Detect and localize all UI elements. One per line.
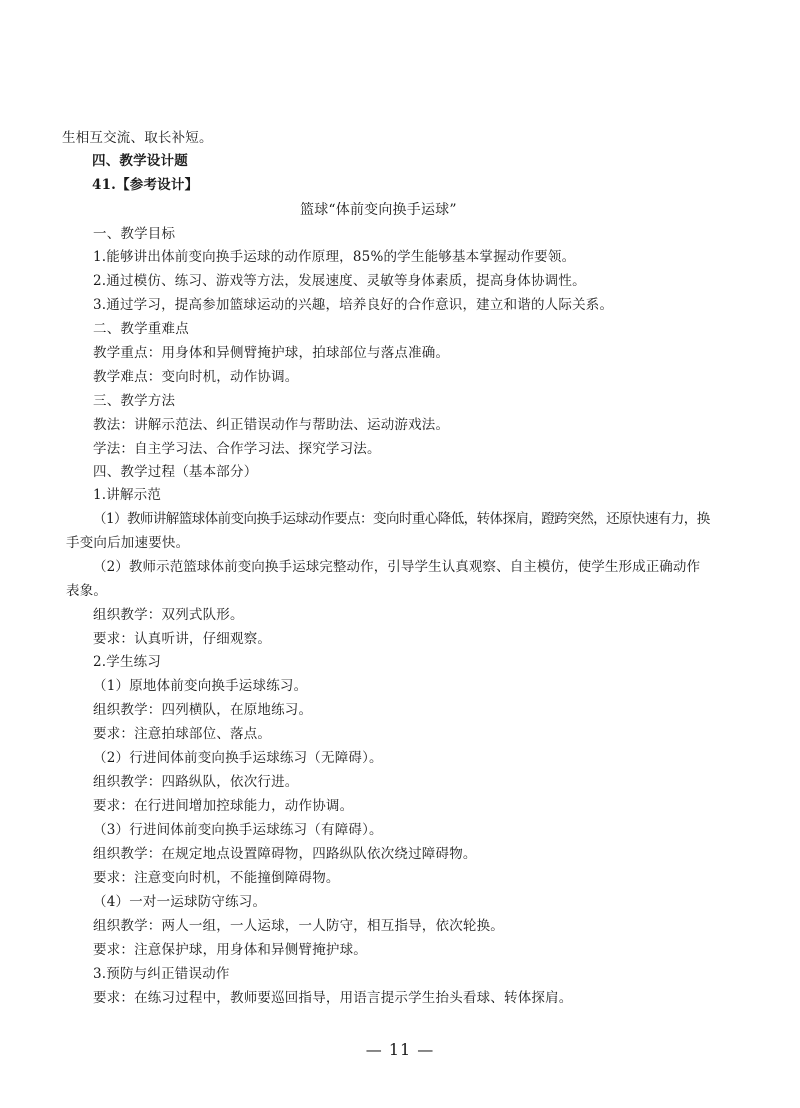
text-line: 教法：讲解示范法、纠正错误动作与帮助法、运动游戏法。	[93, 417, 450, 433]
text-line: 组织教学：四列横队，在原地练习。	[93, 702, 313, 718]
text-line: 组织教学：双列式队形。	[93, 607, 244, 623]
text-line: （3）行进间体前变向换手运球练习（有障碍）。	[93, 822, 383, 838]
text-line: （2）教师示范篮球体前变向换手运球完整动作，引导学生认真观察、自主模仿，使学生形成正确动作	[93, 559, 701, 575]
text-line: 要求：认真听讲，仔细观察。	[93, 631, 272, 647]
text-line: 要求：注意变向时机，不能撞倒障碍物。	[93, 870, 340, 886]
text-line: 教学难点：变向时机，动作协调。	[93, 369, 299, 385]
section-heading: 一、教学目标	[93, 226, 176, 242]
text-line: 组织教学：两人一组，一人运球，一人防守，相互指导，依次轮换。	[93, 918, 504, 934]
text-line: 3.通过学习，提高参加篮球运动的兴趣，培养良好的合作意识，建立和谐的人际关系。	[93, 297, 614, 313]
subsection-heading: 3.预防与纠正错误动作	[93, 966, 230, 982]
subsection-heading: 2.学生练习	[93, 654, 162, 670]
text-line: 生相互交流、取长补短。	[62, 130, 213, 146]
section-heading: 四、教学设计题	[92, 153, 188, 169]
subsection-heading: 1.讲解示范	[93, 487, 162, 503]
text-line: （4）一对一运球防守练习。	[93, 894, 267, 910]
design-title: 篮球“体前变向换手运球”	[300, 202, 457, 218]
text-line: 组织教学：四路纵队，依次行进。	[93, 774, 299, 790]
text-line: 要求：在行进间增加控球能力，动作协调。	[93, 798, 354, 814]
text-line: 表象。	[66, 583, 108, 599]
text-line: 要求：在练习过程中，教师要巡回指导，用语言提示学生抬头看球、转体探肩。	[93, 990, 573, 1006]
text-line: 组织教学：在规定地点设置障碍物，四路纵队依次绕过障碍物。	[93, 846, 477, 862]
text-line: 教学重点：用身体和异侧臂掩护球，拍球部位与落点准确。	[93, 345, 450, 361]
text-line: 1.能够讲出体前变向换手运球的动作原理，85%的学生能够基本掌握动作要领。	[93, 249, 576, 265]
text-line: 要求：注意拍球部位、落点。	[93, 726, 272, 742]
text-line: 2.通过模仿、练习、游戏等方法，发展速度、灵敏等身体素质，提高身体协调性。	[93, 273, 586, 289]
text-line: 学法：自主学习法、合作学习法、探究学习法。	[93, 441, 381, 457]
section-heading: 二、教学重难点	[93, 321, 189, 337]
question-heading: 41.【参考设计】	[92, 177, 199, 193]
page-number: — 11 —	[365, 1040, 435, 1059]
text-line: （1）教师讲解篮球体前变向换手运球动作要点：变向时重心降低，转体探肩，蹬跨突然，还原快速有力，换	[93, 511, 710, 527]
text-line: 手变向后加速要快。	[66, 535, 190, 551]
text-line: 要求：注意保护球，用身体和异侧臂掩护球。	[93, 942, 367, 958]
text-line: （2）行进间体前变向换手运球练习（无障碍）。	[93, 750, 383, 766]
section-heading: 四、教学过程（基本部分）	[93, 464, 258, 480]
section-heading: 三、教学方法	[93, 393, 176, 409]
text-line: （1）原地体前变向换手运球练习。	[93, 678, 308, 694]
